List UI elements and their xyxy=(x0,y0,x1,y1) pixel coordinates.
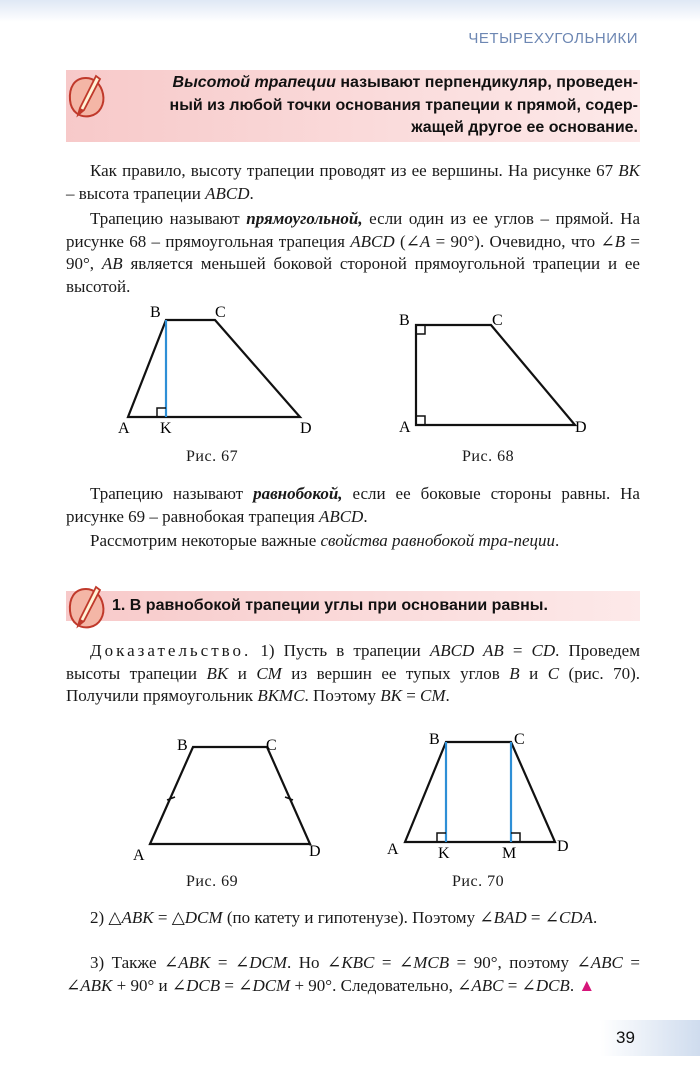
math: DCB xyxy=(186,975,221,995)
paragraph-height-intro xyxy=(66,160,640,205)
label-a: A xyxy=(118,420,130,437)
text: (∠ xyxy=(394,231,420,251)
math: KBC xyxy=(341,953,375,972)
label-c: C xyxy=(215,304,226,321)
definition-term: Высотой трапеции xyxy=(172,74,336,91)
text: 3) Также ∠ xyxy=(90,953,179,972)
label-c: C xyxy=(492,312,503,329)
text: Трапецию называют xyxy=(90,209,247,228)
pen-note-icon xyxy=(66,585,108,631)
text: и xyxy=(228,663,257,683)
caption-fig-68: Рис. 68 xyxy=(462,448,515,465)
caption-fig-67: Рис. 67 xyxy=(186,448,239,465)
text: . xyxy=(555,531,560,550)
math: CDA xyxy=(558,908,593,927)
text: = ∠ xyxy=(210,953,250,972)
label-a: A xyxy=(133,847,145,864)
definition-line1: называют перпендикуляр, проведен- xyxy=(335,74,638,91)
text: . xyxy=(445,686,450,705)
text: – высота трапеции xyxy=(66,183,206,203)
property-text: 1. В равнобокой трапеции углы при основании равны. xyxy=(112,597,548,614)
text: . Проведем высоты трапеции xyxy=(66,641,640,683)
text: = xyxy=(503,641,532,660)
term: равнобокой, xyxy=(253,484,343,503)
text: = ∠ xyxy=(66,953,640,995)
paragraph-properties xyxy=(66,530,640,553)
text: = 90°). Очевидно, что ∠ xyxy=(430,231,615,251)
math: CM xyxy=(420,686,446,705)
math: ABCD xyxy=(318,506,364,526)
math: CM xyxy=(256,663,282,683)
text: На рисунке 67 xyxy=(508,161,619,180)
text: и xyxy=(519,663,548,683)
text: (рис. 70). Получили прямоугольник xyxy=(66,663,641,705)
right-angle-b xyxy=(416,325,425,334)
caption-fig-69: Рис. 69 xyxy=(186,873,239,890)
math: ABCD xyxy=(205,183,250,203)
text: . xyxy=(249,183,254,203)
math: BAD xyxy=(493,908,527,927)
math: B xyxy=(614,231,626,251)
text: = ∠ xyxy=(526,908,559,927)
text: = ∠ xyxy=(503,975,536,995)
label-m: M xyxy=(502,845,517,862)
math: BK xyxy=(380,686,402,705)
step-2 xyxy=(66,907,640,930)
math: MCB xyxy=(413,953,450,972)
label-k: K xyxy=(160,420,172,437)
right-trapezoid-abcd xyxy=(416,325,575,425)
text: = △ xyxy=(153,908,185,927)
text: . xyxy=(592,908,598,927)
math: ABC xyxy=(471,975,504,995)
math: DCB xyxy=(535,975,570,995)
text: = 90°, поэтому ∠ xyxy=(449,953,591,972)
math: ABC xyxy=(590,953,623,972)
label-b: B xyxy=(429,731,440,748)
math: BKMC xyxy=(257,686,305,705)
right-angle-k xyxy=(437,833,446,842)
label-c: C xyxy=(266,737,277,754)
text: = xyxy=(401,686,421,705)
figure-69 xyxy=(130,730,330,865)
term: прямоугольной, xyxy=(246,209,363,228)
paragraph-isosceles xyxy=(66,483,640,528)
label-d: D xyxy=(309,843,321,860)
caption-fig-70: Рис. 70 xyxy=(452,873,505,890)
text: . xyxy=(363,506,368,526)
definition-line3: жащей другое ее основание. xyxy=(411,119,638,136)
text: . Но ∠ xyxy=(287,953,342,972)
paragraph-right-trapezoid xyxy=(66,208,640,298)
end-of-proof-marker: ▲ xyxy=(578,975,596,995)
definition-text xyxy=(112,72,638,140)
text: из вершин ее тупых углов xyxy=(281,663,510,683)
figure-70 xyxy=(385,725,585,865)
math: ABCD AB xyxy=(429,641,504,660)
page-number: 39 xyxy=(616,1028,635,1047)
figure-67 xyxy=(110,300,320,440)
text: Рассмотрим некоторые важные xyxy=(90,531,321,550)
right-angle-m xyxy=(511,833,520,842)
label-d: D xyxy=(300,420,312,437)
text: = 90°, xyxy=(66,231,640,273)
label-k: K xyxy=(438,845,450,862)
math: B xyxy=(509,663,520,683)
math: ABK xyxy=(121,908,154,927)
pen-note-icon xyxy=(66,74,108,120)
text: является меньшей боковой стороной прямоугольной трапеции и ее высотой. xyxy=(66,254,640,296)
proof-paragraph xyxy=(66,640,640,708)
figure-68 xyxy=(395,305,595,440)
math: DCM xyxy=(249,953,288,972)
text: + 90°. Следовательно, ∠ xyxy=(290,975,472,995)
text: . xyxy=(569,975,579,995)
text: Как правило, высоту трапеции проводят из ее вершины. xyxy=(90,161,503,180)
text: если один из ее углов – прямой. На рисунке 68 – прямоугольная трапеция xyxy=(66,209,640,251)
text: . Поэтому xyxy=(304,686,381,705)
isosceles-trapezoid-abcd xyxy=(150,747,310,844)
text: 2) △ xyxy=(90,908,122,927)
math: BK xyxy=(618,161,640,180)
term: свойства равнобокой тра-пеции xyxy=(320,531,556,550)
text: Трапецию называют xyxy=(90,484,254,503)
definition-line2: ный из любой точки основания трапеции к прямой, содер- xyxy=(169,96,638,114)
text: + 90° и ∠ xyxy=(112,975,187,995)
math: C xyxy=(547,663,560,683)
math: ABCD xyxy=(350,231,395,251)
isosceles-trapezoid-abcd xyxy=(405,742,555,842)
label-b: B xyxy=(150,304,161,321)
text: (по катету и гипотенузе). Поэтому ∠ xyxy=(222,908,494,927)
math: AB xyxy=(101,254,123,273)
label-d: D xyxy=(557,838,569,855)
math: DCM xyxy=(184,908,223,927)
label-c: C xyxy=(514,731,525,748)
math: ABK xyxy=(80,975,113,995)
math: ABK xyxy=(178,953,211,972)
trapezoid-abcd xyxy=(128,320,300,417)
label-a: A xyxy=(387,841,399,858)
math: CD xyxy=(531,641,556,660)
page-number-tab xyxy=(600,1020,700,1056)
label-b: B xyxy=(399,312,410,329)
math: BK xyxy=(206,663,229,683)
chapter-title: ЧЕТЫРЕХУГОЛЬНИКИ xyxy=(468,30,638,47)
text: = ∠ xyxy=(220,975,253,995)
right-angle-a xyxy=(416,416,425,425)
math: A xyxy=(419,231,431,251)
top-band xyxy=(0,0,700,22)
right-angle-mark xyxy=(157,408,166,417)
label-d: D xyxy=(575,419,587,436)
proof-label: Доказательство. xyxy=(90,641,252,660)
text: если ее боковые стороны равны. На рисунке 69 – равнобокая трапеция xyxy=(66,484,640,526)
step-3 xyxy=(66,952,640,997)
text: = ∠ xyxy=(374,953,414,972)
math: DCM xyxy=(252,975,291,995)
label-b: B xyxy=(177,737,188,754)
label-a: A xyxy=(399,419,411,436)
text: 1) Пусть в трапеции xyxy=(251,641,430,660)
